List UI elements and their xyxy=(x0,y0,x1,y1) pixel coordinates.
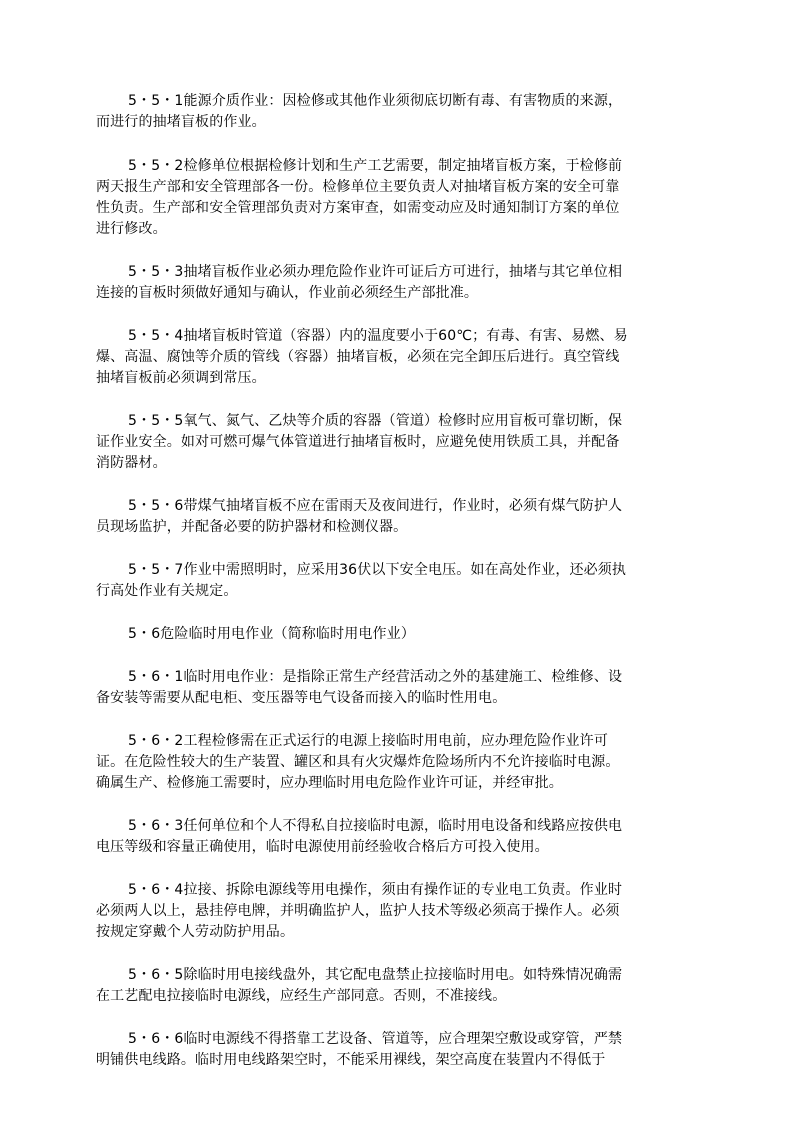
paragraph-5-5-2 xyxy=(96,156,698,240)
paragraph-line: 备安装等需要从配电柜、变压器等电气设备而接入的临时性用电。 xyxy=(96,690,507,706)
paragraph-line: 行高处作业有关规定。 xyxy=(96,583,238,599)
paragraph-line: 而进行的抽堵盲板的作业。 xyxy=(96,114,266,130)
paragraph-5-6-3 xyxy=(96,816,698,858)
paragraph-5-6-4 xyxy=(96,880,698,943)
paragraph-line: 电压等级和容量正确使用，临时电源使用前经验收合格后方可投入使用。 xyxy=(96,839,549,855)
paragraph-line: 5・5・1能源介质作业：因检修或其他作业须彻底切断有毒、有害物质的来源， xyxy=(128,93,623,109)
paragraph-line: 5・5・2检修单位根据检修计划和生产工艺需要，制定抽堵盲板方案，于检修前 xyxy=(128,158,623,174)
paragraph-line: 抽堵盲板前必须调到常压。 xyxy=(96,370,266,386)
paragraph-line: 证。在危险性较大的生产装置、罐区和具有火灾爆炸危险场所内不允许接临时电源。 xyxy=(96,754,620,770)
section-heading-5-6 xyxy=(96,624,698,645)
paragraph-line: 5・6・6临时电源线不得搭靠工艺设备、管道等，应合理架空敷设或穿管，严禁 xyxy=(128,1031,623,1047)
paragraph-line: 5・6・1临时用电作业：是指除正常生产经营活动之外的基建施工、检维修、设 xyxy=(128,669,623,685)
paragraph-5-6-5 xyxy=(96,965,698,1007)
paragraph-line: 5・5・5氧气、氮气、乙炔等介质的容器（管道）检修时应用盲板可靠切断，保 xyxy=(128,413,623,429)
paragraph-line: 按规定穿戴个人劳动防护用品。 xyxy=(96,924,295,940)
paragraph-line: 消防器材。 xyxy=(96,455,167,471)
paragraph-line: 5・6・2工程检修需在正式运行的电源上接临时用电前，应办理危险作业许可 xyxy=(128,733,608,749)
paragraph-line: 5・5・6带煤气抽堵盲板不应在雷雨天及夜间进行，作业时，必须有煤气防护人 xyxy=(128,498,623,514)
paragraph-line: 5・6・5除临时用电接线盘外，其它配电盘禁止拉接临时用电。如特殊情况确需 xyxy=(128,967,623,983)
paragraph-line: 5・5・7作业中需照明时，应采用36伏以下安全电压。如在高处作业，还必须执 xyxy=(128,562,627,578)
paragraph-line: 进行修改。 xyxy=(96,221,167,237)
paragraph-line: 必须两人以上，悬挂停电牌，并明确监护人，监护人技术等级必须高于操作人。必须 xyxy=(96,903,620,919)
paragraph-line: 确属生产、检修施工需要时，应办理临时用电危险作业许可证，并经审批。 xyxy=(96,775,563,791)
paragraph-line: 证作业安全。如对可燃可爆气体管道进行抽堵盲板时，应避免使用铁质工具，并配备 xyxy=(96,434,620,450)
paragraph-5-6-2 xyxy=(96,731,698,794)
paragraph-5-5-6 xyxy=(96,496,698,538)
paragraph-5-5-4 xyxy=(96,326,698,389)
paragraph-line: 性负责。生产部和安全管理部负责对方案审查，如需变动应及时通知制订方案的单位 xyxy=(96,200,620,216)
paragraph-5-5-7 xyxy=(96,560,698,602)
paragraph-line: 5・5・4抽堵盲板时管道（容器）内的温度要小于60℃；有毒、有害、易燃、易 xyxy=(128,328,628,344)
paragraph-line: 明铺供电线路。临时用电线路架空时，不能采用裸线，架空高度在装置内不得低于 xyxy=(96,1052,606,1068)
paragraph-5-5-1 xyxy=(96,91,698,133)
paragraph-line: 在工艺配电拉接临时电源线，应经生产部同意。否则，不准接线。 xyxy=(96,988,507,1004)
paragraph-line: 连接的盲板时须做好通知与确认，作业前必须经生产部批准。 xyxy=(96,285,479,301)
document-page xyxy=(96,91,698,1093)
paragraph-5-5-3 xyxy=(96,262,698,304)
paragraph-line: 5・5・3抽堵盲板作业必须办理危险作业许可证后方可进行，抽堵与其它单位相 xyxy=(128,264,623,280)
paragraph-line: 爆、高温、腐蚀等介质的管线（容器）抽堵盲板，必须在完全卸压后进行。真空管线 xyxy=(96,349,620,365)
paragraph-line: 5・6・3任何单位和个人不得私自拉接临时电源，临时用电设备和线路应按供电 xyxy=(128,818,623,834)
section-heading-text: 5・6危险临时用电作业（简称临时用电作业） xyxy=(128,626,415,642)
paragraph-line: 5・6・4拉接、拆除电源线等用电操作，须由有操作证的专业电工负责。作业时 xyxy=(128,882,623,898)
paragraph-5-6-6 xyxy=(96,1029,698,1071)
paragraph-line: 员现场监护，并配备必要的防护器材和检测仪器。 xyxy=(96,519,408,535)
paragraph-5-5-5 xyxy=(96,411,698,474)
paragraph-line: 两天报生产部和安全管理部各一份。检修单位主要负责人对抽堵盲板方案的安全可靠 xyxy=(96,179,620,195)
paragraph-5-6-1 xyxy=(96,667,698,709)
